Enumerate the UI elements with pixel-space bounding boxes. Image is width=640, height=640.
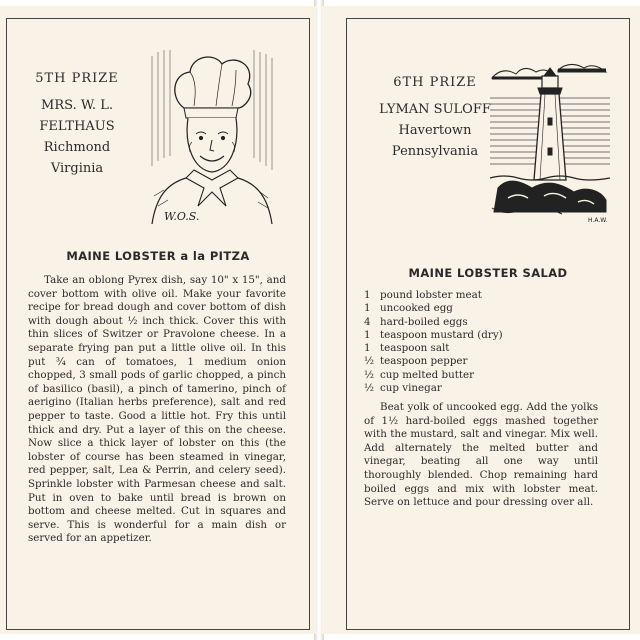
ingredient-qty: 1 [364,289,371,301]
ingredient-qty: 1 [364,342,371,355]
recipe-directions [364,401,598,510]
prize-block [22,68,132,179]
winner-name-line: MRS. W. L. [41,98,113,113]
ingredient-item: teaspoon pepper [380,355,468,368]
list-item [364,382,594,395]
recipe-title: MAINE LOBSTER a la PITZA [66,249,250,263]
recipe-title: MAINE LOBSTER SALAD [408,266,568,280]
right-page [322,6,640,634]
ingredient-item: hard-boiled eggs [380,315,468,328]
ingredient-item: pound lobster meat [380,289,482,301]
chef-illustration [144,46,278,228]
winner-name-line: FELTHAUS [39,119,115,134]
winner-city: Havertown [398,123,472,138]
winner-state: Pennsylvania [391,144,479,159]
winner-city: Richmond [43,140,111,155]
lighthouse-illustration [488,58,612,224]
ingredient-item: cup vinegar [380,382,442,395]
winner-state: Virginia [50,161,104,176]
list-item [364,369,594,382]
ingredient-item: teaspoon mustard (dry) [380,328,503,341]
prize-block [370,72,500,162]
winner-name-line: LYMAN SULOFF [379,102,491,117]
list-item [364,302,594,315]
ingredient-qty: 1 [364,302,371,315]
illustration-signature: W.O.S. [164,210,200,223]
ingredient-qty: 4 [364,315,371,328]
list-item [364,342,594,355]
illustration-signature: H.A.W. [588,217,608,224]
ingredient-qty: ½ [364,382,374,395]
directions-paragraph: Take an oblong Pyrex dish, say 10" x 15", and cover bottom with olive oil. Make your favorite recipe for bread dough and cover bottom of dish with dough about ½ inch thick. Cover this with thin slices of Switzer or Pravolone cheese. In a separate frying pan put a little olive oil. In this put ¾ can of tomatoes, 1 medium onion chopped, 3 small pods of garlic chopped, a pinch of basilico (basil), a pinch of tamerino, pinch of aerigino (Italian herbs preference), salt and red pepper to taste. Good a little hot. Fry this until thick and dry. Put a layer of this on the cheese. Now slice a thick layer of lobster on this (the lobster of course has been steamed in vinegar, red pepper, salt, Lea & Perrin, and celery seed). Sprinkle lobster with Parmesan cheese and salt. Put in oven to bake until bread is brown on bottom and cheese melted. Cut in squares and serve. This is wonderful for a main dish or served for an appetizer. [28,274,286,545]
ingredient-item: teaspoon salt [380,342,450,355]
list-item [364,329,594,342]
left-page [0,6,316,634]
ingredient-qty: ½ [364,368,374,381]
ingredient-list [364,289,594,395]
directions-paragraph: Beat yolk of uncooked egg. Add the yolks of 1½ hard-boiled eggs mashed together with the mustard, salt and vinegar. Mix well. Add alternately the melted butter and vinegar, beating all one way until thoroughly blended. Chop remaining hard boiled eggs and mix with lobster meat. Serve on lettuce and pour dressing over all. [364,401,598,509]
list-item [364,316,594,329]
ingredient-qty: 1 [364,328,371,341]
recipe-directions [28,274,286,546]
ingredient-item: uncooked egg [380,302,453,315]
prize-heading: 5TH PRIZE [35,71,119,86]
ingredient-item: cup melted butter [380,368,475,381]
prize-heading: 6TH PRIZE [393,75,477,90]
ingredient-qty: ½ [364,355,374,368]
list-item [364,355,594,368]
list-item [364,289,594,302]
